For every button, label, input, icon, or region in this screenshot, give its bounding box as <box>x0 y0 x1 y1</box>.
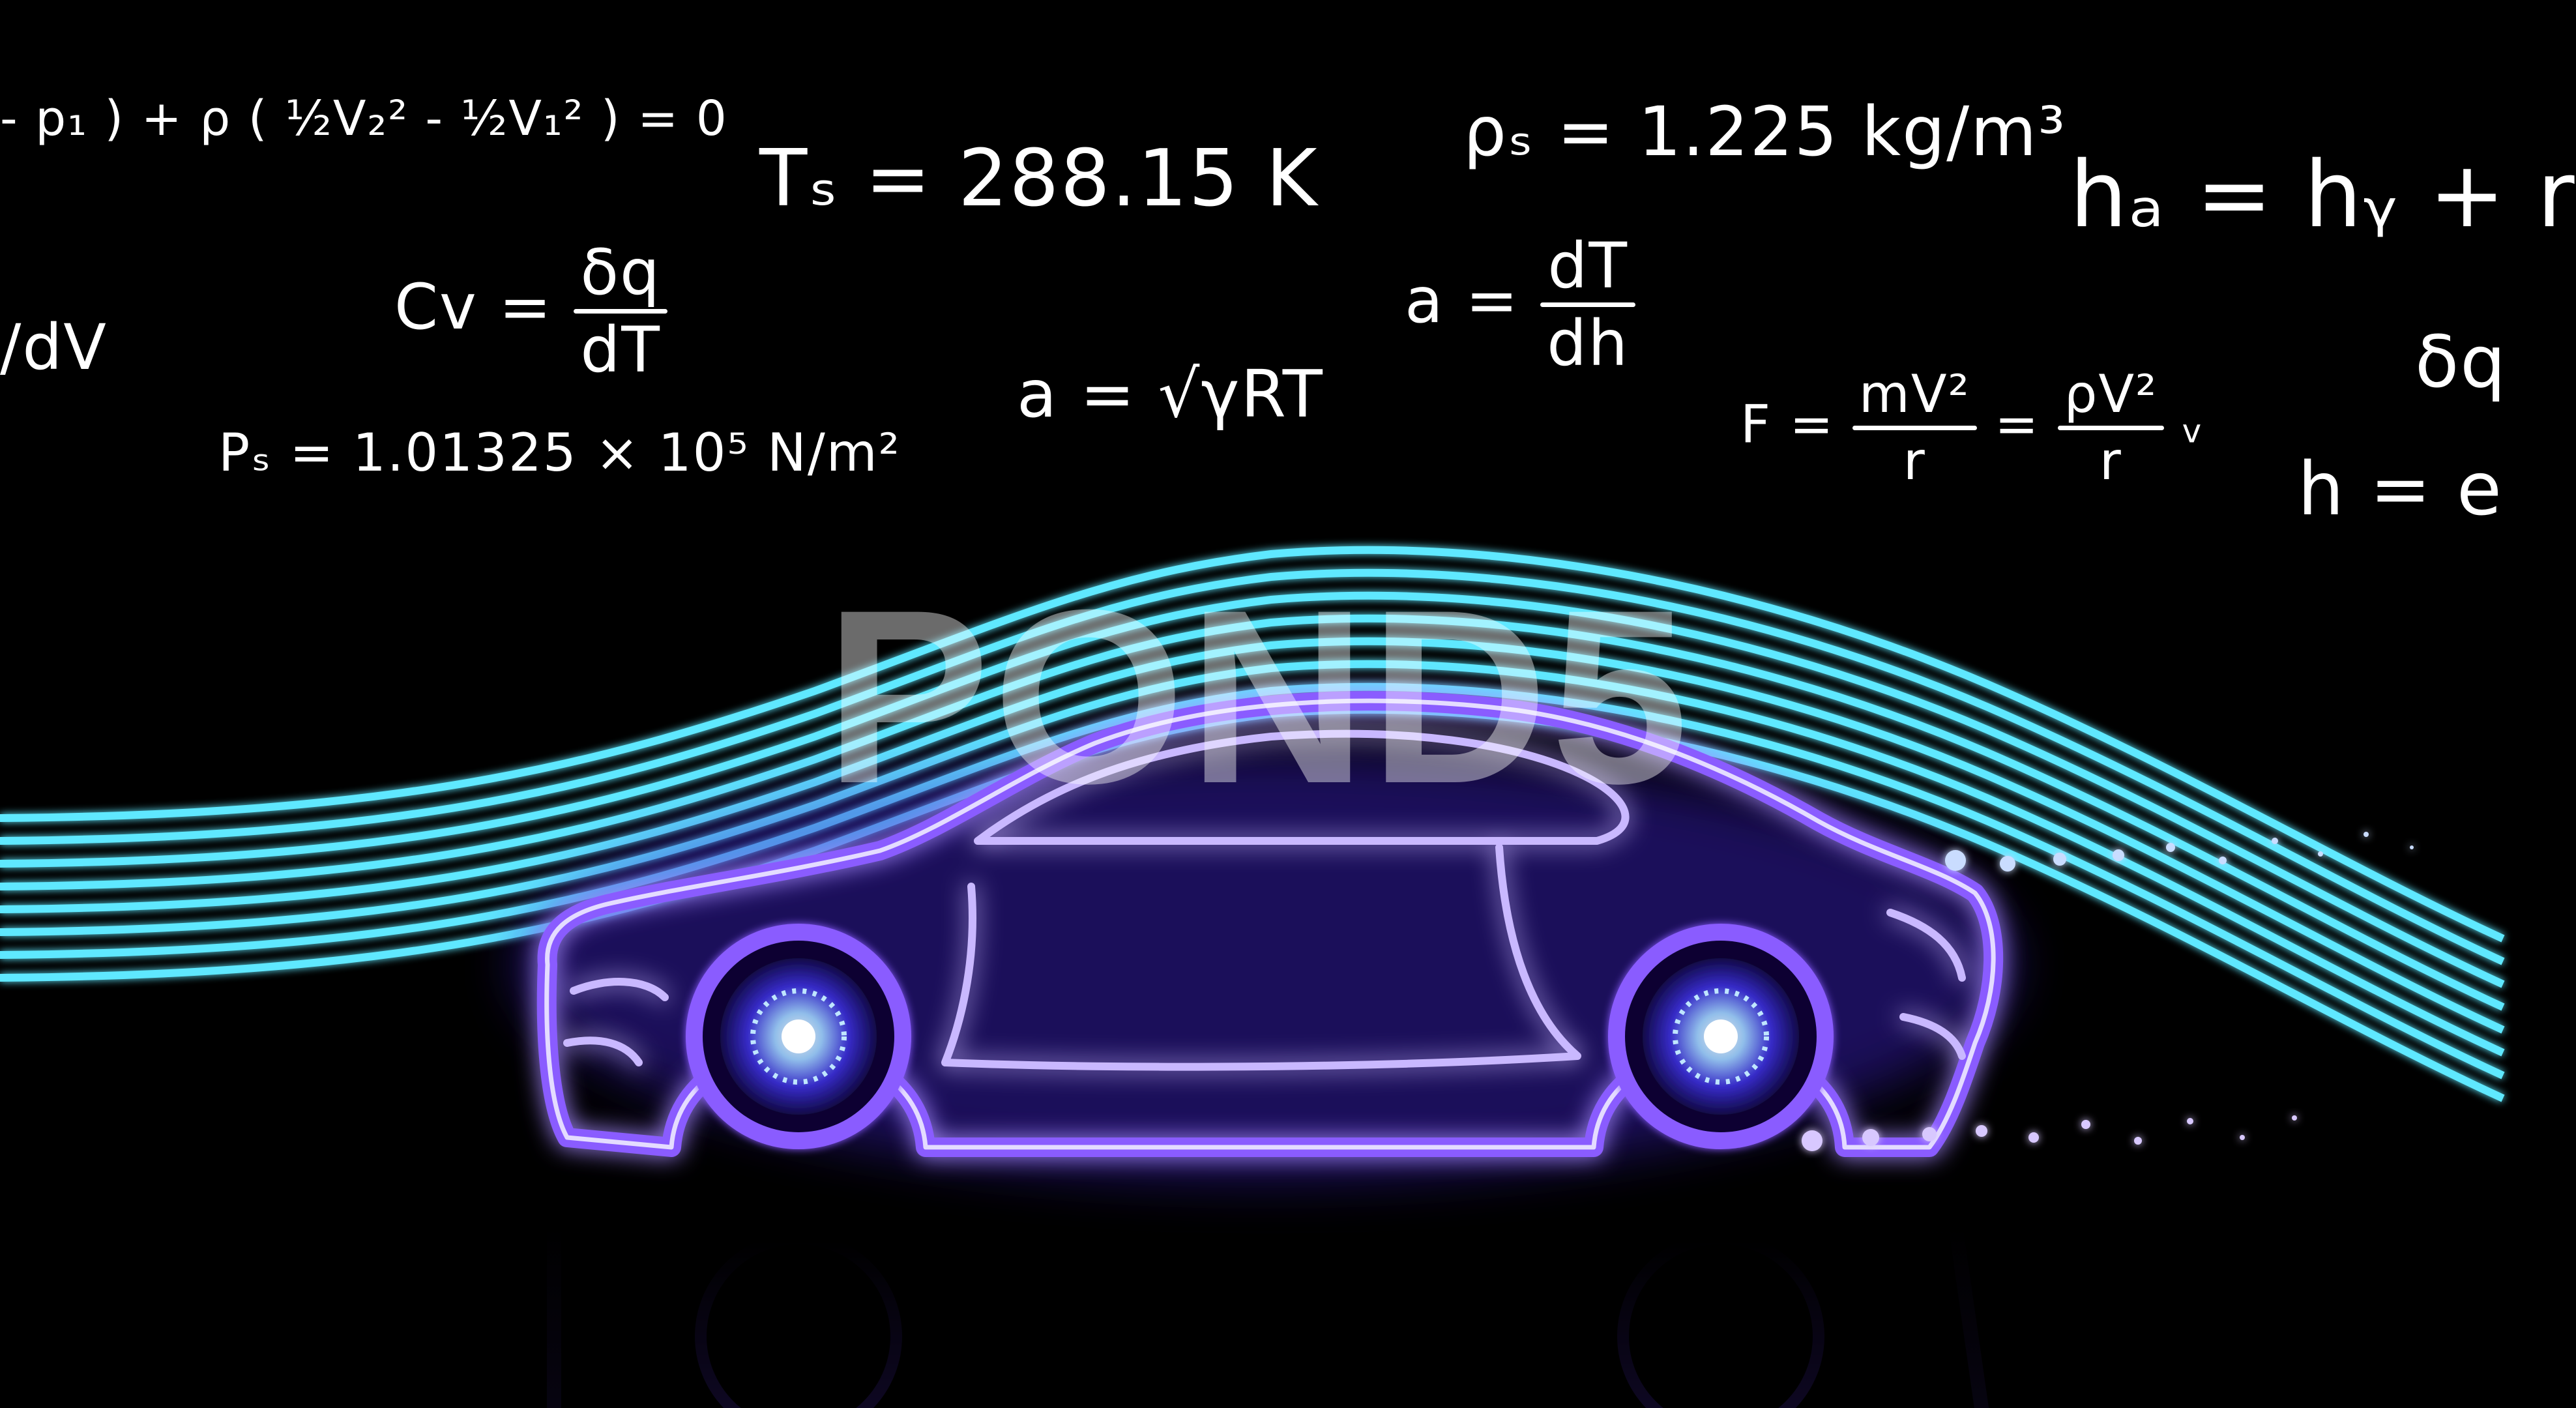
particle <box>2318 851 2323 857</box>
equation-sea-level-temperature: Tₛ = 288.15 K <box>759 134 1319 224</box>
rear-wheel <box>1617 932 1825 1141</box>
rear-wheel-hub <box>1704 1019 1738 1053</box>
particle <box>2113 849 2124 861</box>
fraction-lapse: dT dh <box>1540 235 1635 375</box>
particle <box>1862 1129 1879 1146</box>
equation-delta-q-fragment: δq <box>2415 320 2508 403</box>
particle <box>2134 1137 2142 1145</box>
pond5-watermark <box>724 558 1793 835</box>
equation-absolute-altitude: hₐ = hᵧ + r <box>2070 142 2576 248</box>
fraction-force-2: ρV² r <box>2058 368 2165 488</box>
particle <box>2166 843 2175 852</box>
particle <box>2410 845 2414 849</box>
particle <box>2240 1135 2245 1140</box>
particle <box>1802 1130 1822 1151</box>
particle <box>2028 1132 2039 1143</box>
equation-dv-fragment: /dV <box>0 311 108 384</box>
particle <box>1976 1125 1987 1137</box>
watermark-text: POND5 <box>825 558 1691 835</box>
particle <box>1922 1127 1937 1141</box>
fraction-force-1: mV² r <box>1852 368 1977 488</box>
particle <box>2053 853 2066 866</box>
front-wheel-hub <box>782 1019 815 1053</box>
particle <box>2000 856 2015 872</box>
particle <box>2081 1120 2090 1129</box>
equation-speed-of-sound: a = √γRT <box>1017 356 1324 432</box>
particle <box>2187 1118 2193 1124</box>
equation-sea-level-pressure: Pₛ = 1.01325 × 10⁵ N/m² <box>218 422 901 483</box>
particle <box>1945 850 1966 871</box>
particle <box>2364 832 2369 837</box>
equation-sea-level-density: ρₛ = 1.225 kg/m³ <box>1463 92 2067 171</box>
equation-h-e-fragment: h = e <box>2298 447 2503 532</box>
equation-lapse-rate: a = dT dh <box>1405 235 1635 375</box>
particle <box>2292 1115 2297 1121</box>
equation-centripetal-force: F = mV² r = ρV² r v <box>1740 364 2203 491</box>
particle <box>2219 857 2227 864</box>
front-wheel <box>694 932 903 1141</box>
fraction-cv: δq dT <box>574 241 667 381</box>
car-reflection <box>554 1225 1985 1408</box>
particle <box>2272 838 2278 844</box>
equation-bernoulli: - p₁ ) + ρ ( ½V₂² - ½V₁² ) = 0 <box>0 91 728 147</box>
equation-specific-heat: Cv = δq dT <box>394 241 667 381</box>
